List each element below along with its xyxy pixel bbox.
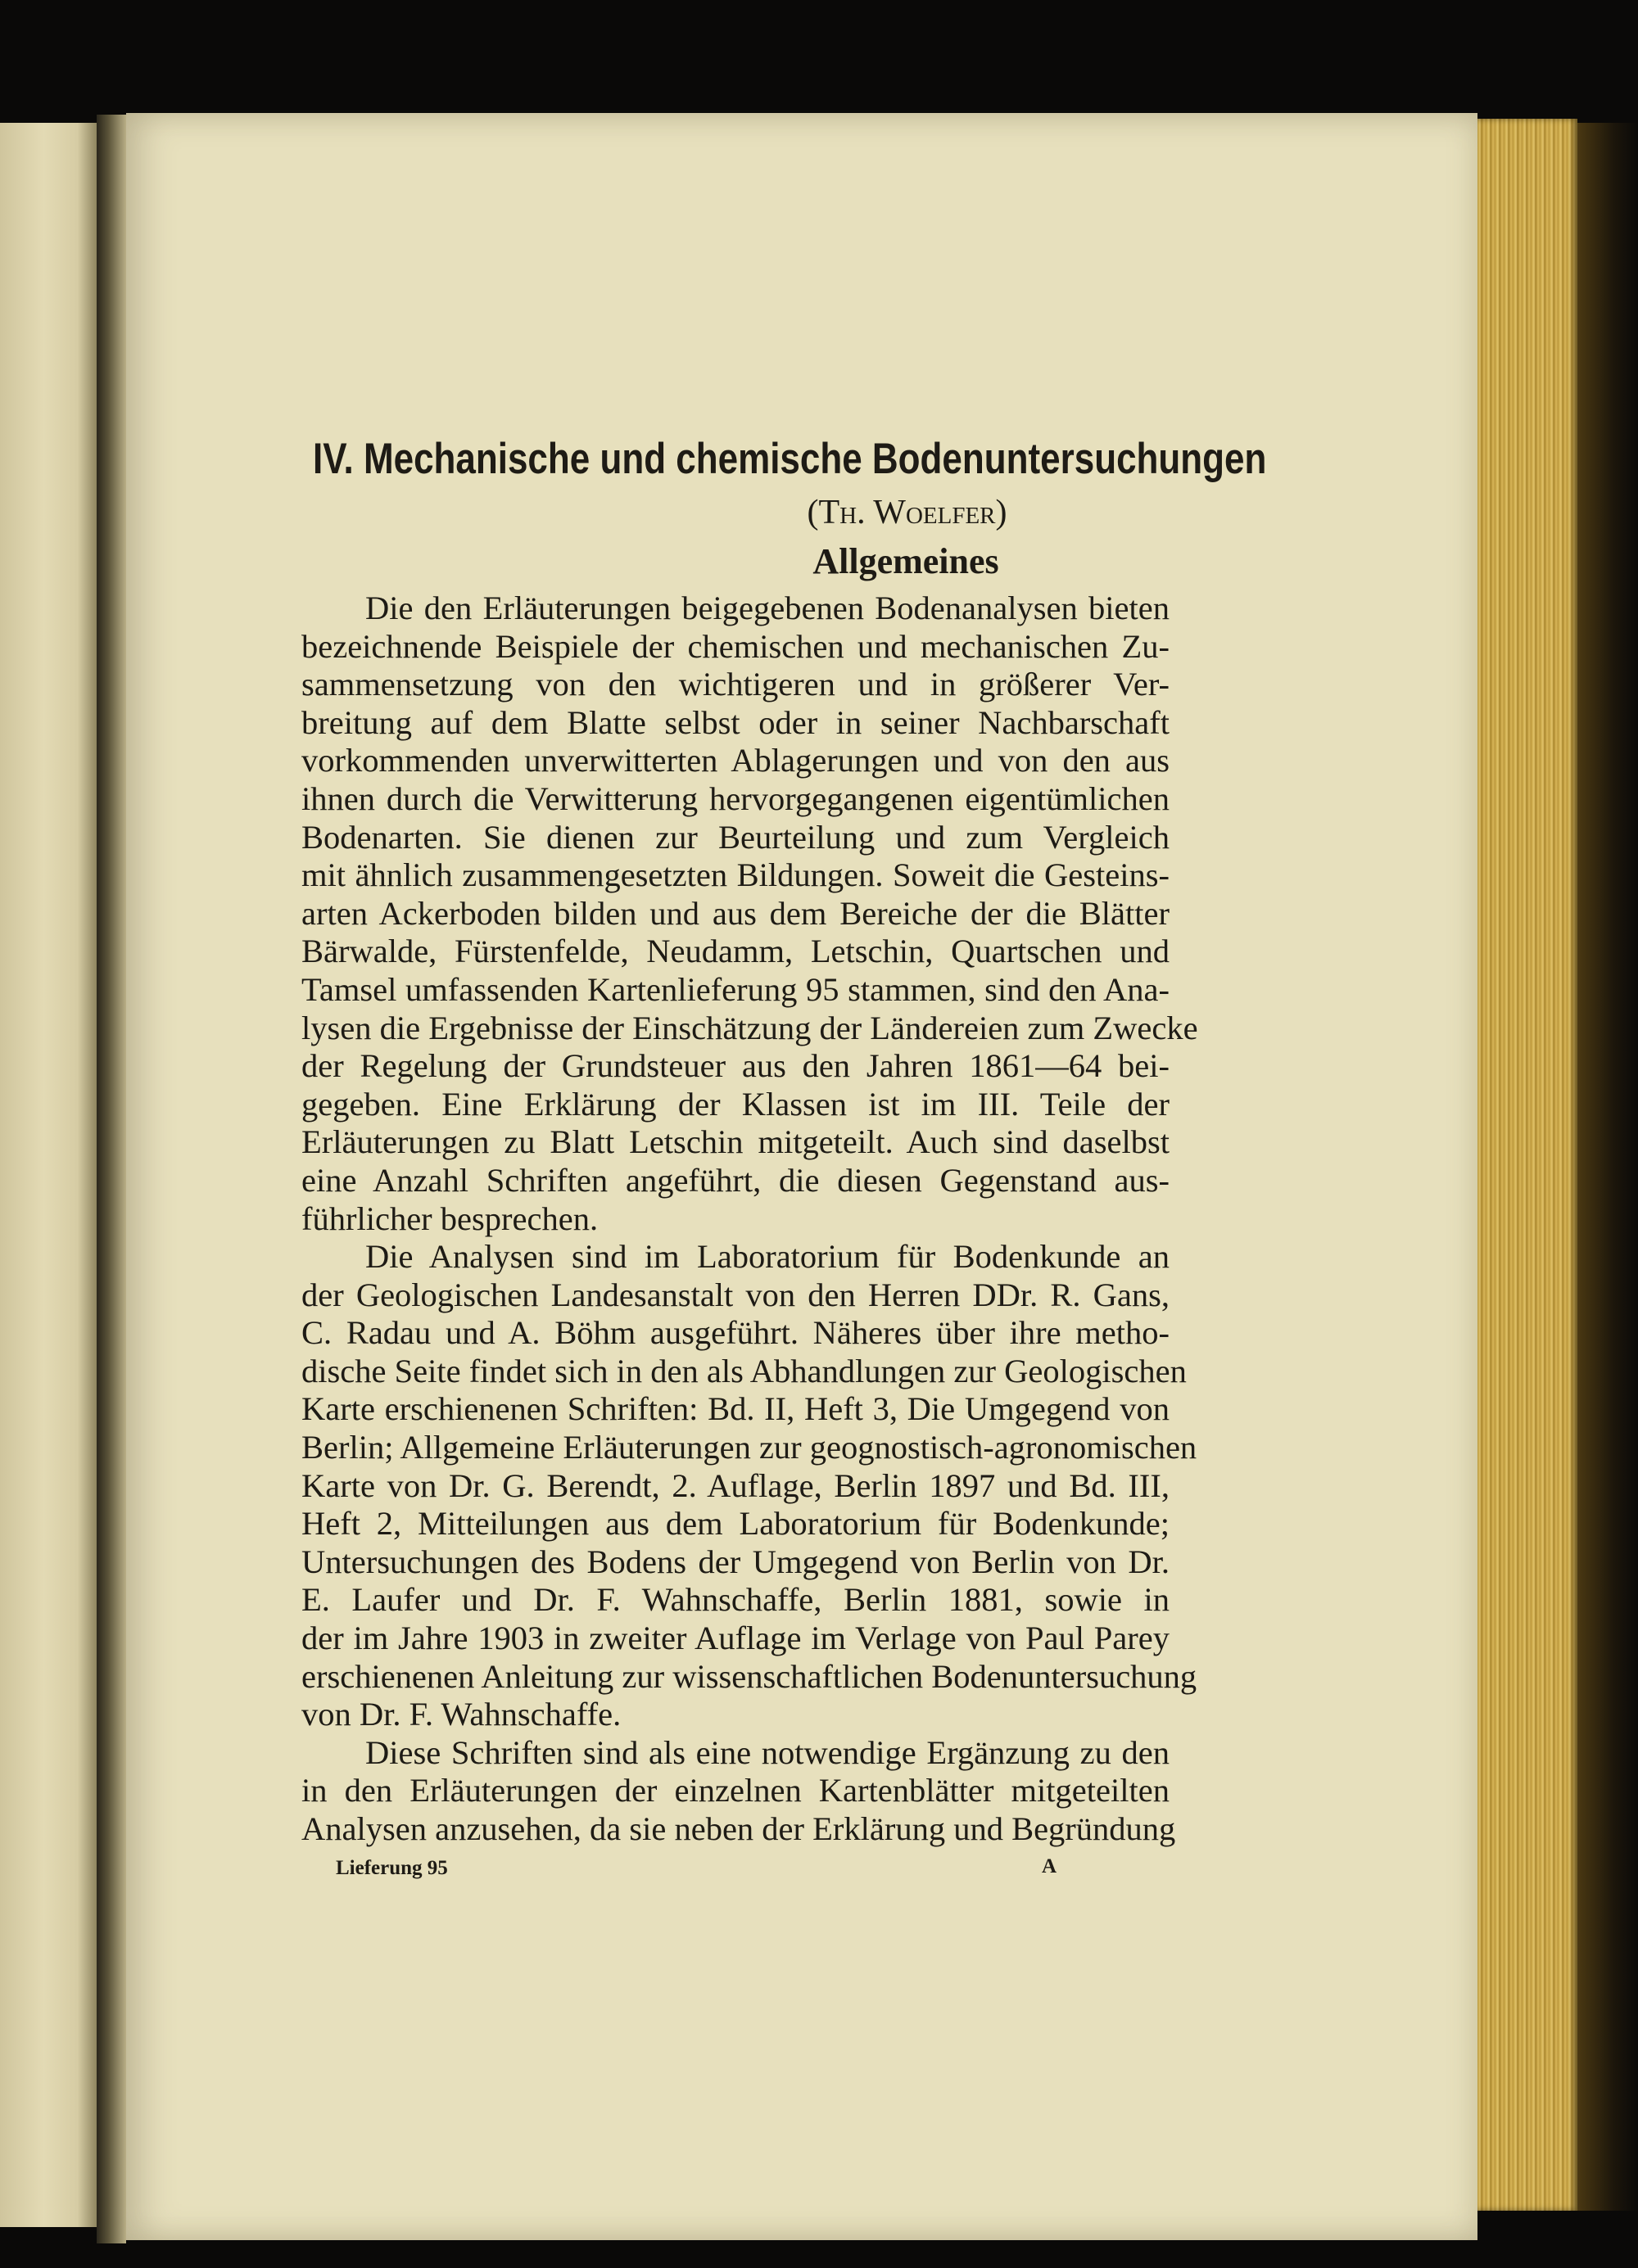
body-line: lysen die Ergebnisse der Einschätzung der Ländereien zum Zwecke (301, 1009, 1198, 1046)
body-line: breitung auf dem Blatte selbst oder in seiner Nachbarschaft (301, 703, 1170, 741)
body-line: Berlin; Allgemeine Erläuterungen zur geognostisch-agronomischen (301, 1429, 1197, 1466)
body-line: Analysen anzusehen, da sie neben der Erklärung und Begründung (301, 1810, 1176, 1847)
footer-sheet-mark: A (1042, 1855, 1057, 1877)
body-line: führlicher besprechen. (301, 1200, 599, 1237)
author-open-paren: ( (807, 494, 819, 531)
body-line: erschienenen Anleitung zur wissenschaftlichen Bodenuntersuchung (301, 1657, 1197, 1695)
body-line: eine Anzahl Schriften angeführt, die diesen Gegenstand aus- (301, 1161, 1170, 1199)
body-line: arten Ackerboden bilden und aus dem Bereiche der die Blätter (301, 894, 1170, 932)
body-line: Bodenarten. Sie dienen zur Beurteilung und zum Vergleich (301, 818, 1170, 856)
body-line: vorkommenden unverwitterten Ablagerungen und von den aus (301, 742, 1170, 779)
body-line: gegeben. Eine Erklärung der Klassen ist im III. Teile der (301, 1085, 1170, 1123)
chapter-title: IV. Mechanische und chemische Bodenuntersuchungen (313, 435, 1267, 483)
body-line: Bärwalde, Fürstenfelde, Neudamm, Letschin, Quartschen und (301, 933, 1170, 970)
body-line: in den Erläuterungen der einzelnen Kartenblätter mitgeteilten (301, 1772, 1170, 1809)
body-line: Untersuchungen des Bodens der Umgegend von Berlin von Dr. (301, 1543, 1170, 1580)
author-line (0, 493, 1638, 532)
body-line: sammensetzung von den wichtigeren und in größerer Ver- (301, 666, 1170, 703)
body-text (301, 590, 1198, 1849)
body-line: von Dr. F. Wahnschaffe. (301, 1696, 622, 1733)
body-line: Karte von Dr. G. Berendt, 2. Auflage, Berlin 1897 und Bd. III, (301, 1466, 1170, 1504)
left-page-edge (0, 123, 97, 2227)
body-line: E. Laufer und Dr. F. Wahnschaffe, Berlin 1881, sowie in (301, 1581, 1170, 1619)
body-line: bezeichnende Beispiele der chemischen und mechanischen Zu- (301, 627, 1170, 665)
body-line: der im Jahre 1903 in zweiter Auflage im Verlage von Paul Parey (301, 1620, 1170, 1657)
footer-signature: Lieferung 95 (336, 1857, 448, 1879)
body-line: Tamsel umfassenden Kartenlieferung 95 stammen, sind den Ana- (301, 970, 1170, 1008)
body-line: mit ähnlich zusammengesetzten Bildungen. Soweit die Gesteins- (301, 856, 1170, 894)
body-line: ihnen durch die Verwitterung hervorgegangenen eigentümlichen (301, 779, 1170, 817)
book-cover-edge (1577, 123, 1638, 2211)
body-line: C. Radau und A. Böhm ausgeführt. Näheres über ihre metho- (301, 1314, 1170, 1352)
body-line: Erläuterungen zu Blatt Letschin mitgeteilt. Auch sind daselbst (301, 1123, 1170, 1161)
body-line: Diese Schriften sind als eine notwendige Ergänzung zu den (365, 1733, 1170, 1771)
author-name: Th. Woelfer (818, 494, 996, 531)
body-line: der Geologischen Landesanstalt von den Herren DDr. R. Gans, (301, 1276, 1170, 1313)
body-line: Heft 2, Mitteilungen aus dem Laboratorium für Bodenkunde; (301, 1505, 1170, 1543)
body-line: Die den Erläuterungen beigegebenen Bodenanalysen bieten (365, 590, 1170, 626)
author-close-paren: ) (995, 494, 1007, 531)
page-fore-edge (1477, 119, 1577, 2211)
book-gutter (97, 115, 126, 2243)
body-line: dische Seite findet sich in den als Abhandlungen zur Geologischen (301, 1352, 1187, 1389)
body-line: Die Analysen sind im Laboratorium für Bodenkunde an (365, 1238, 1170, 1276)
body-line: Karte erschienenen Schriften: Bd. II, Heft 3, Die Umgegend von (301, 1390, 1170, 1428)
section-heading: Allgemeines (812, 541, 999, 581)
body-line: der Regelung der Grundsteuer aus den Jahren 1861—64 bei- (301, 1047, 1170, 1085)
